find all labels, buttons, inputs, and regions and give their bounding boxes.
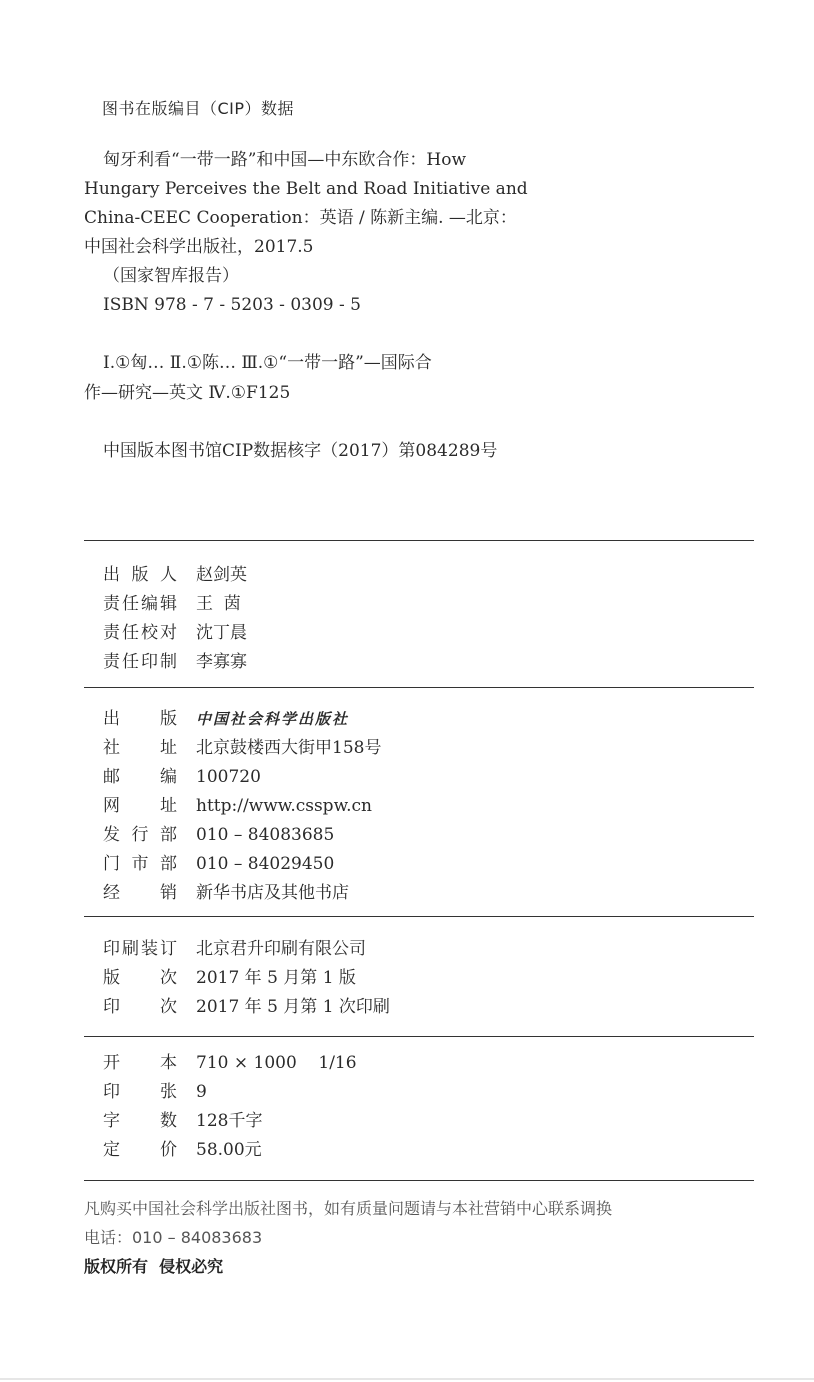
spec-row [103, 1081, 207, 1103]
distribution-phone: 010 – 84083685 [196, 825, 335, 845]
publisher-row [103, 708, 349, 730]
staff-label: 责任编辑 [103, 594, 177, 614]
staff-label: 责任印制 [103, 652, 177, 672]
word-count: 128千字 [196, 1111, 263, 1131]
divider [84, 916, 754, 917]
printed-sheets: 9 [196, 1082, 207, 1102]
divider [84, 540, 754, 541]
staff-row [103, 622, 247, 644]
printing-label: 版次 [103, 968, 177, 988]
publisher-row [103, 737, 381, 759]
scan-edge [0, 1378, 814, 1380]
staff-value: 王 茵 [196, 594, 241, 614]
staff-value: 李寡寡 [196, 652, 247, 672]
printing-row [103, 967, 356, 989]
printer: 北京君升印刷有限公司 [196, 939, 366, 959]
staff-label: 责任校对 [103, 623, 177, 643]
publisher-row [103, 824, 334, 846]
publisher-row [103, 766, 261, 788]
staff-row [103, 564, 247, 586]
cip-class-line-1: Ⅰ.①匈… Ⅱ.①陈… Ⅲ.①“一带一路”—国际合 [103, 353, 432, 373]
printing-label: 印次 [103, 997, 177, 1017]
publisher-address: 北京鼓楼西大街甲158号 [196, 738, 382, 758]
publisher-label: 社址 [103, 738, 177, 758]
publisher-label: 邮编 [103, 767, 177, 787]
cip-record-number: 中国版本图书馆CIP数据核字（2017）第084289号 [103, 441, 498, 461]
publisher-postcode: 100720 [196, 767, 261, 787]
price: 58.00元 [196, 1140, 262, 1160]
publisher-website: http://www.csspw.cn [196, 796, 372, 816]
cip-series: （国家智库报告） [103, 266, 239, 286]
quality-notice: 凡购买中国社会科学出版社图书，如有质量问题请与本社营销中心联系调换 [84, 1199, 613, 1218]
cip-title: 图书在版编目（CIP）数据 [102, 99, 295, 118]
staff-label: 出版人 [103, 565, 177, 585]
spec-label: 定价 [103, 1140, 177, 1160]
publisher-label: 门市部 [103, 854, 177, 874]
cip-class-line-2: 作—研究—英文 Ⅳ.①F125 [84, 383, 291, 403]
spec-row [103, 1052, 357, 1074]
cip-isbn: ISBN 978 - 7 - 5203 - 0309 - 5 [103, 295, 361, 315]
spec-label: 印张 [103, 1082, 177, 1102]
service-phone: 电话：010 – 84083683 [84, 1228, 263, 1247]
publisher-row [103, 795, 372, 817]
divider [84, 1036, 754, 1037]
spec-row [103, 1139, 262, 1161]
publisher-label: 经销 [103, 883, 177, 903]
divider [84, 1180, 754, 1181]
cip-line-3: China-CEEC Cooperation：英语 / 陈新主编. —北京： [84, 208, 517, 228]
printing-row [103, 938, 366, 960]
staff-value: 赵剑英 [196, 565, 247, 585]
cip-line-1: 匈牙利看“一带一路”和中国—中东欧合作：How [103, 150, 466, 170]
staff-row [103, 651, 247, 673]
staff-value: 沈丁晨 [196, 623, 247, 643]
publisher-row [103, 853, 334, 875]
format: 710 × 1000 1/16 [196, 1053, 357, 1073]
spec-label: 字数 [103, 1111, 177, 1131]
publisher-name-mark: 中国社会科学出版社 [196, 710, 350, 728]
publisher-row [103, 882, 349, 904]
distributor: 新华书店及其他书店 [196, 883, 349, 903]
edition: 2017 年 5 月第 1 版 [196, 968, 356, 988]
cip-line-4: 中国社会科学出版社，2017.5 [84, 237, 314, 257]
retail-phone: 010 – 84029450 [196, 854, 335, 874]
printing-label: 印刷装订 [103, 939, 177, 959]
staff-row [103, 593, 241, 615]
spec-row [103, 1110, 262, 1132]
copyright-notice: 版权所有 侵权必究 [84, 1257, 224, 1276]
divider [84, 687, 754, 688]
publisher-label: 出版 [103, 709, 177, 729]
spec-label: 开本 [103, 1053, 177, 1073]
publisher-label: 发行部 [103, 825, 177, 845]
printing-row [103, 996, 390, 1018]
publisher-label: 网址 [103, 796, 177, 816]
cip-line-2: Hungary Perceives the Belt and Road Initiative and [84, 179, 528, 199]
impression: 2017 年 5 月第 1 次印刷 [196, 997, 390, 1017]
